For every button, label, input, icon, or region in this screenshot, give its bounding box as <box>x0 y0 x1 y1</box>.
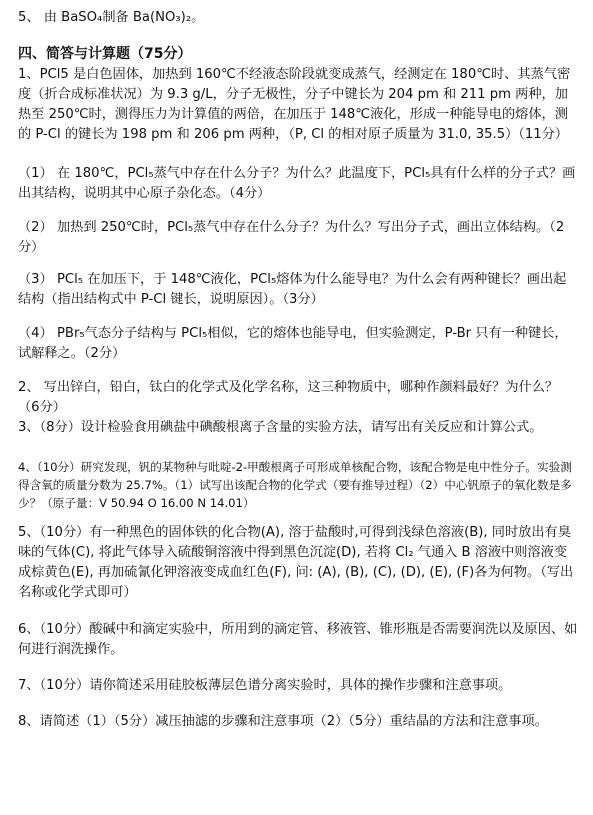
question-1-part-2: （2） 加热到 250℃时，PCl₅蒸气中存在什么分子？为什么？写出分子式，画出立体结构。（2分） <box>18 220 565 255</box>
question-4: 4、（10分）研究发现，钒的某物种与吡啶-2-甲酸根离子可形成单核配合物，该配合物是电中性分子。实验测得含氧的质量分数为 25.7%。（1）试写出该配合物的化学式（要有推导过程）（2）中心钒原子的氧化数是多少？（原子量：V 50.94 O 16.00 N 14.01） <box>18 460 572 510</box>
item-5-top: 5、 由 BaSO₄制备 Ba(NO₃)₂。 <box>18 10 205 25</box>
question-1-part-3: （3） PCl₅ 在加压下，于 148℃液化，PCl₅熔体为什么能导电？为什么会有两种键长？画出起结构（指出结构式中 P-Cl 键长，说明原因）。（3分） <box>18 272 567 307</box>
question-2: 2、 写出锌白，铅白，钛白的化学式及化学名称，这三种物质中，哪种作颜料最好？为什么？（6分） <box>18 380 559 415</box>
question-1-part-4: （4） PBr₅气态分子结构与 PCl₅相似，它的熔体也能导电，但实验测定，P-Br 只有一种键长，试解释之。（2分） <box>18 326 568 361</box>
question-7: 7、（10分）请你简述采用硅胶板薄层色谱分离实验时，具体的操作步骤和注意事项。 <box>18 678 512 693</box>
question-6: 6、（10分）酸碱中和滴定实验中，所用到的滴定管、移液管、锥形瓶是否需要润洗以及原因、如何进行润洗操作。 <box>18 622 578 657</box>
question-1-intro: 1、PCl5 是白色固体，加热到 160℃不经液态阶段就变成蒸气，经测定在 180℃时、其蒸气密度（折合成标准状况）为 9.3 g/L，分子无极性，分子中键长为 204 pm 和 211 pm 两种，加热至 250℃时，测得压力为计算值的两倍，在加压于 148℃液化，形成一种能导电的熔体，测的 P-Cl 的键长为 198 pm 和 206 pm 两种，（P, Cl 的相对原子质量为 31.0, 35.5）（11分） <box>18 67 571 142</box>
section-title: 四、简答与计算题（75分） <box>18 46 192 62</box>
question-8: 8、请简述（1）（5分）减压抽滤的步骤和注意事项（2）（5分）重结晶的方法和注意事项。 <box>18 714 548 729</box>
question-1-part-1: （1） 在 180℃，PCl₅蒸气中存在什么分子？为什么？此温度下，PCl₅具有什么样的分子式？画出其结构，说明其中心原子杂化态。（4分） <box>18 166 576 201</box>
question-3: 3、（8分）设计检验食用碘盐中碘酸根离子含量的实验方法，请写出有关反应和计算公式。 <box>18 420 543 435</box>
question-5: 5、（10分）有一种黑色的固体铁的化合物(A), 溶于盐酸时,可得到浅绿色溶液(B), 同时放出有臭味的气体(C), 将此气体导入硫酸铜溶液中得到黑色沉淀(D), 若将 Cl₂ 气通入 B 溶液中则溶液变成棕黄色(E), 再加硫氰化钾溶液变成血红色(F), 问: (A), (B), (C), (D), (E), (F)各为何物。（写出名称或化学式即可） <box>18 525 574 600</box>
